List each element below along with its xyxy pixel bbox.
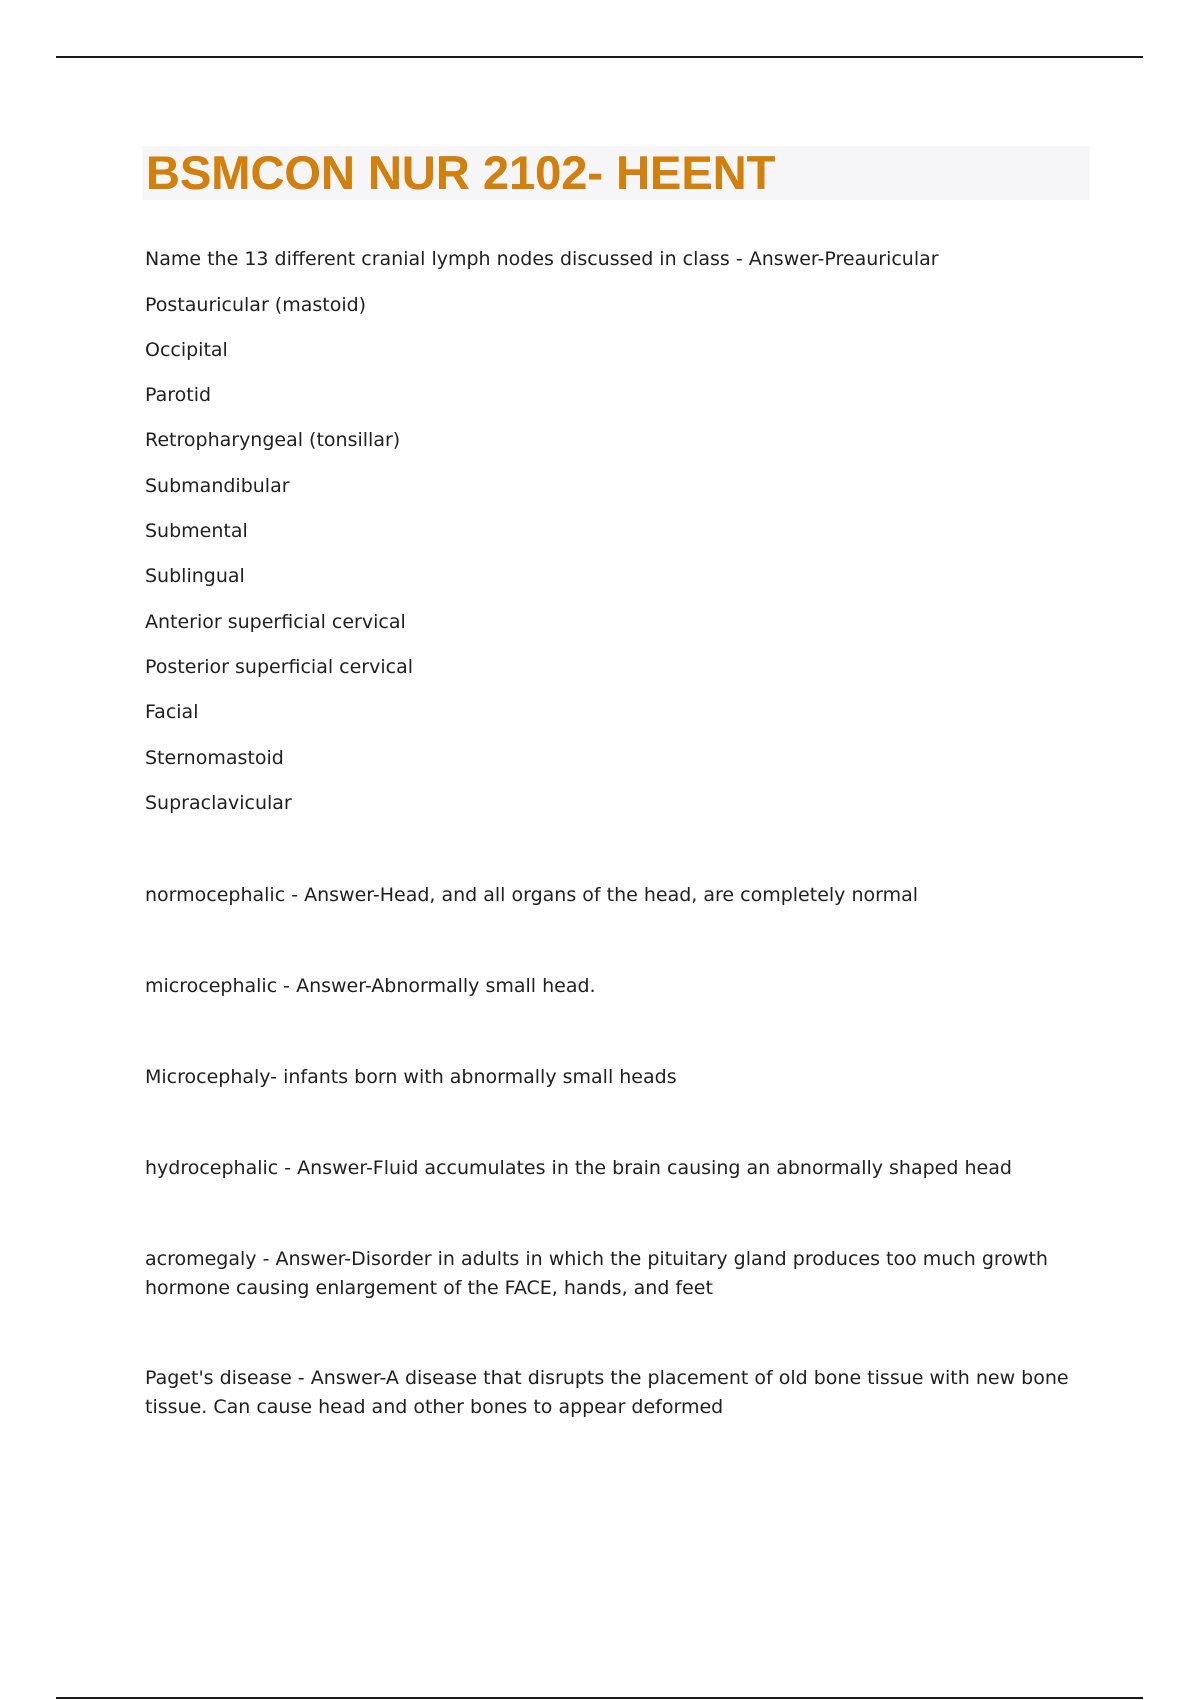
list-item: Postauricular (mastoid) <box>145 294 367 316</box>
list-item: Sternomastoid <box>145 747 284 769</box>
list-item: Occipital <box>145 339 228 361</box>
list-item: Sublingual <box>145 565 245 587</box>
entry-hydrocephalic: hydrocephalic - Answer-Fluid accumulates in the brain causing an abnormally shaped head <box>145 1157 1012 1179</box>
entry-normocephalic: normocephalic - Answer-Head, and all organs of the head, are completely normal <box>145 884 919 906</box>
list-item: Facial <box>145 701 199 723</box>
entry-pagets-disease: Paget's disease - Answer-A disease that disrupts the placement of old bone tissue with new bone tissue. Can cause head and other bones to appear deformed <box>145 1367 1069 1418</box>
question-lymph-nodes: Name the 13 different cranial lymph nodes discussed in class - Answer-Preauricular <box>145 248 939 270</box>
footer-rule <box>56 1697 1143 1699</box>
list-item: Parotid <box>145 384 212 406</box>
entry-microcephalic: microcephalic - Answer-Abnormally small head. <box>145 975 596 997</box>
list-item: Posterior superficial cervical <box>145 656 414 678</box>
list-item: Submental <box>145 520 248 542</box>
document-title: BSMCON NUR 2102- HEENT <box>146 146 776 199</box>
header-rule <box>56 56 1143 58</box>
list-item: Anterior superficial cervical <box>145 611 406 633</box>
list-item: Retropharyngeal (tonsillar) <box>145 429 401 451</box>
entry-microcephaly: Microcephaly- infants born with abnormally small heads <box>145 1066 677 1088</box>
list-item: Submandibular <box>145 475 290 497</box>
entry-acromegaly: acromegaly - Answer-Disorder in adults in which the pituitary gland produces too much growth hormone causing enlargement of the FACE, hands, and feet <box>145 1248 1048 1299</box>
list-item: Supraclavicular <box>145 792 292 814</box>
